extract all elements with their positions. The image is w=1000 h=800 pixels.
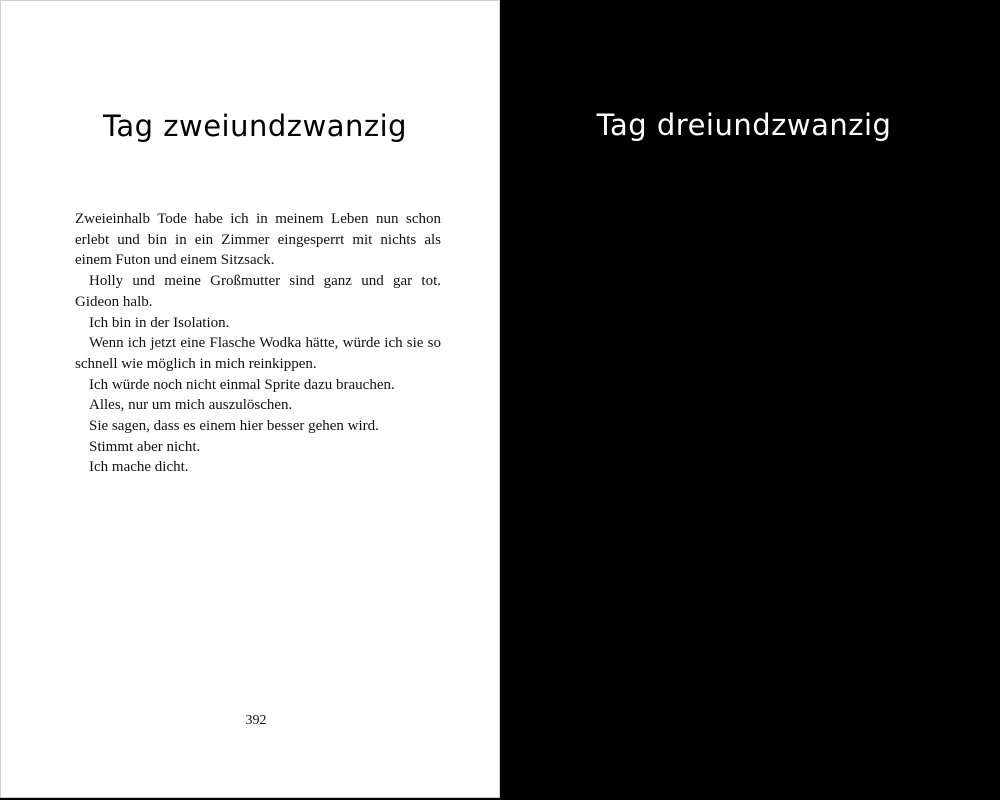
paragraph: Ich mache dicht. <box>89 459 189 476</box>
paragraph: Wenn ich jetzt eine Flasche Wodka hätte, würde ich sie so schnell wie möglich in mich reinkippen. <box>75 335 441 372</box>
chapter-title-left: Tag zweiundzwanzig <box>102 109 408 143</box>
chapter-title-right: Tag dreiundzwanzig <box>596 108 892 142</box>
paragraph: Ich bin in der Isolation. <box>89 314 230 331</box>
paragraph: Ich würde noch nicht einmal Sprite dazu brauchen. <box>89 376 395 393</box>
body-text <box>75 209 441 478</box>
page-number: 392 <box>245 713 267 728</box>
paragraph: Zweieinhalb Tode habe ich in meinem Leben nun schon erlebt und bin in ein Zimmer eingesperrt mit nichts als einem Futon und einem Sitzsack. <box>75 211 441 269</box>
paragraph: Sie sagen, dass es einem hier besser gehen wird. <box>89 418 379 435</box>
paragraph: Holly und meine Großmutter sind ganz und gar tot. Gideon halb. <box>75 273 441 310</box>
right-page <box>500 0 1000 800</box>
paragraph: Alles, nur um mich auszulöschen. <box>89 397 293 414</box>
left-page <box>0 0 500 798</box>
paragraph: Stimmt aber nicht. <box>89 438 201 455</box>
